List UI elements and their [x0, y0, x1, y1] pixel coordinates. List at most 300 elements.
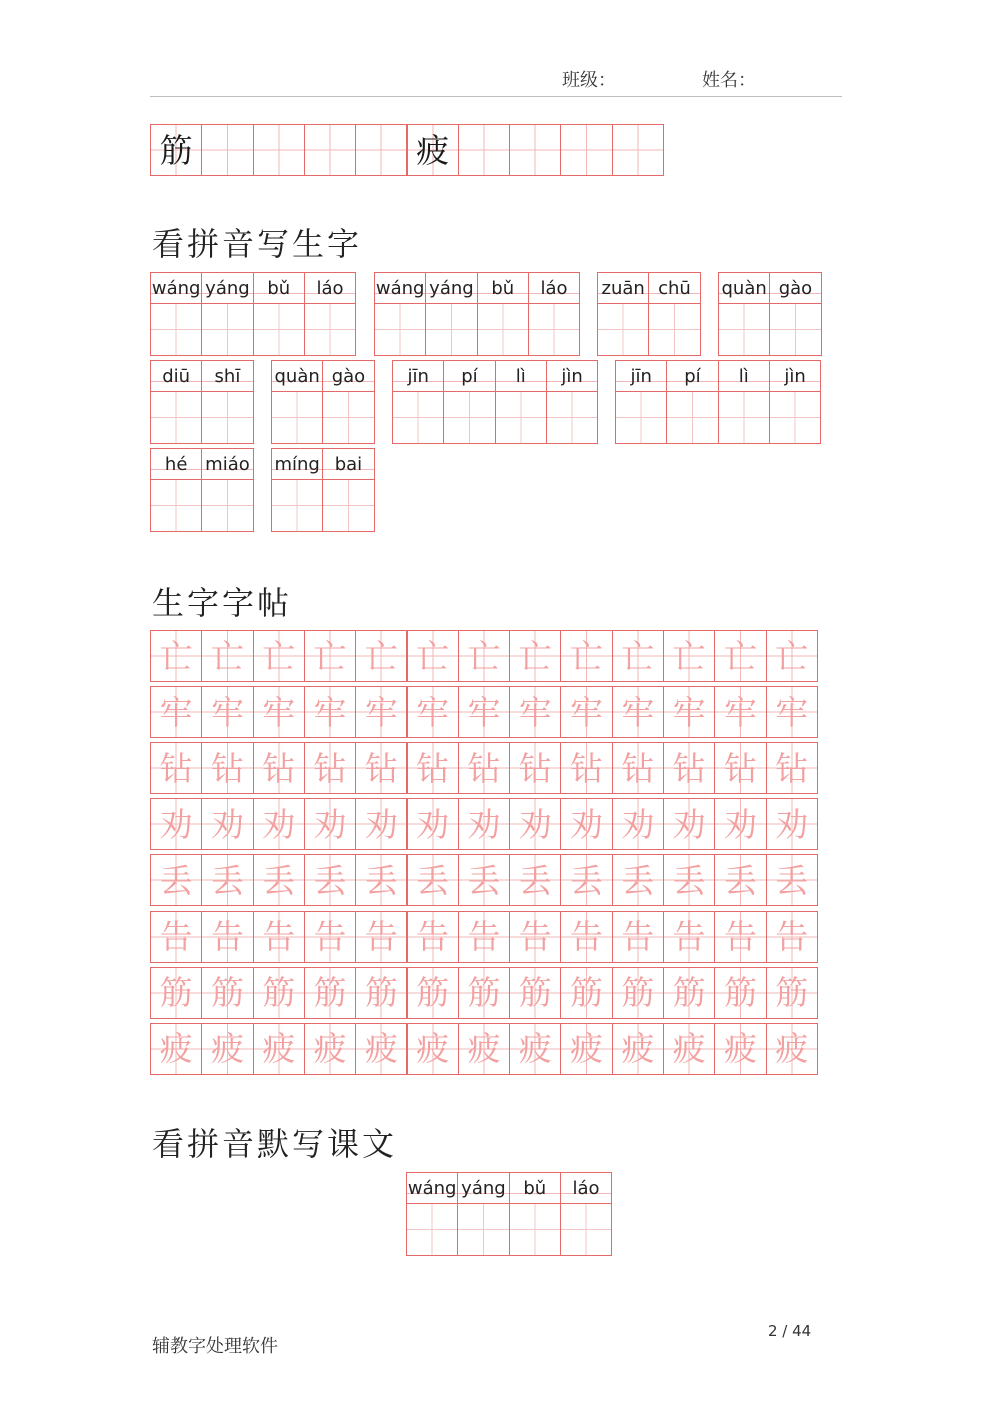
copybook-cell[interactable] — [714, 854, 766, 906]
copybook-cell[interactable] — [612, 686, 664, 738]
tracing-character: 劝 — [364, 804, 398, 844]
pinyin-row — [719, 273, 821, 304]
pinyin-syllable: wáng — [407, 1173, 457, 1203]
tracing-character: 告 — [467, 917, 501, 956]
copybook-cell[interactable] — [612, 630, 664, 682]
copybook-cell[interactable] — [150, 630, 202, 682]
tracing-character: 牢 — [518, 692, 552, 732]
tracing-character: 劝 — [775, 804, 809, 844]
copybook-cell[interactable] — [253, 911, 305, 963]
pinyin-syllable: míng — [272, 449, 322, 479]
pinyin-syllable: hé — [151, 449, 201, 479]
copybook-cell[interactable] — [458, 854, 510, 906]
page-number: 2 / 44 — [768, 1322, 812, 1340]
grid-cell — [304, 124, 356, 176]
pinyin-syllable: diū — [151, 361, 201, 391]
writing-row — [151, 304, 355, 355]
copybook-cell[interactable] — [663, 911, 715, 963]
pinyin-syllable: wáng — [375, 273, 425, 303]
writing-row — [598, 304, 700, 355]
tracing-character: 牢 — [159, 692, 193, 732]
tracing-character: 亡 — [364, 636, 398, 676]
copybook-cell[interactable] — [509, 630, 561, 682]
writing-cell[interactable] — [375, 304, 425, 355]
grid-cell — [458, 124, 510, 176]
copybook-cell[interactable] — [663, 742, 715, 794]
copybook-cell[interactable] — [458, 1023, 510, 1075]
copybook-cell[interactable] — [766, 798, 818, 850]
pinyin-row — [407, 1173, 611, 1204]
copybook-cell[interactable] — [509, 854, 561, 906]
copybook-cell[interactable] — [253, 686, 305, 738]
writing-cell[interactable] — [322, 392, 373, 443]
copybook-cell[interactable] — [663, 967, 715, 1019]
tracing-character: 筋 — [313, 973, 347, 1013]
pinyin-group — [597, 272, 701, 356]
copybook-cell[interactable] — [253, 854, 305, 906]
tracing-character: 钻 — [364, 748, 398, 788]
tracing-character: 钻 — [570, 748, 604, 788]
tracing-character: 钻 — [416, 748, 450, 788]
copybook-cell[interactable] — [355, 911, 407, 963]
grid-cell — [509, 124, 561, 176]
copybook-cell[interactable] — [663, 854, 715, 906]
pinyin-row — [616, 361, 820, 392]
writing-cell[interactable] — [151, 480, 201, 531]
writing-cell[interactable] — [598, 304, 648, 355]
copybook-cell[interactable] — [201, 911, 253, 963]
copybook-cell[interactable] — [253, 1023, 305, 1075]
tracing-character: 告 — [159, 917, 193, 956]
copybook-cell[interactable] — [150, 911, 202, 963]
copybook-cell[interactable] — [612, 854, 664, 906]
copybook-cell[interactable] — [355, 630, 407, 682]
pinyin-row — [375, 273, 579, 304]
tracing-character: 劝 — [159, 804, 193, 844]
tracing-character: 牢 — [467, 692, 501, 732]
tracing-character: 丢 — [672, 860, 706, 900]
copybook-cell[interactable] — [560, 854, 612, 906]
pinyin-syllable: quàn — [272, 361, 322, 391]
grid-character — [305, 125, 355, 175]
writing-cell[interactable] — [616, 392, 666, 443]
copybook-cell[interactable] — [304, 742, 356, 794]
writing-cell[interactable] — [253, 304, 304, 355]
tracing-character: 告 — [210, 917, 244, 956]
copybook-cell[interactable] — [612, 742, 664, 794]
copybook-cell[interactable] — [407, 1023, 459, 1075]
copybook-cell[interactable] — [766, 686, 818, 738]
writing-cell[interactable] — [272, 480, 322, 531]
tracing-character: 筋 — [467, 973, 501, 1013]
tracing-character: 钻 — [262, 748, 296, 788]
writing-cell[interactable] — [201, 304, 252, 355]
tracing-character: 牢 — [570, 692, 604, 732]
writing-row — [407, 1204, 611, 1255]
tracing-character: 筋 — [621, 973, 655, 1013]
pinyin-group — [271, 360, 375, 444]
copybook-cell[interactable] — [560, 911, 612, 963]
copybook-cell[interactable] — [663, 686, 715, 738]
writing-cell[interactable] — [151, 392, 201, 443]
pinyin-syllable: yáng — [457, 1173, 508, 1203]
tracing-character: 牢 — [262, 692, 296, 732]
tracing-character: 亡 — [159, 636, 193, 676]
tracing-character: 丢 — [570, 860, 604, 900]
tracing-character: 牢 — [621, 692, 655, 732]
pinyin-group — [150, 272, 356, 356]
pinyin-syllable: bǔ — [477, 273, 528, 303]
tracing-character: 钻 — [210, 748, 244, 788]
copybook-cell[interactable] — [560, 967, 612, 1019]
writing-cell[interactable] — [304, 304, 355, 355]
pinyin-syllable: yáng — [201, 273, 252, 303]
pinyin-row — [393, 361, 597, 392]
copybook-cell[interactable] — [612, 798, 664, 850]
pinyin-row — [151, 361, 253, 392]
pinyin-syllable: láo — [560, 1173, 611, 1203]
grid-cell — [201, 124, 253, 176]
tracing-character: 钻 — [313, 748, 347, 788]
copybook-cell[interactable] — [458, 798, 510, 850]
copybook-cell[interactable] — [355, 798, 407, 850]
copybook-cell[interactable] — [766, 854, 818, 906]
pinyin-syllable: jìn — [546, 361, 597, 391]
writing-cell[interactable] — [457, 1204, 508, 1255]
writing-cell[interactable] — [322, 480, 373, 531]
copybook-cell[interactable] — [714, 967, 766, 1019]
tracing-character: 亡 — [621, 636, 655, 676]
tracing-character: 牢 — [775, 692, 809, 732]
tracing-character: 疲 — [672, 1029, 706, 1069]
writing-row — [719, 304, 821, 355]
pinyin-row — [272, 361, 374, 392]
tracing-character: 疲 — [723, 1029, 757, 1069]
tracing-character: 疲 — [518, 1029, 552, 1069]
tracing-character: 筋 — [416, 973, 450, 1013]
tracing-character: 亡 — [467, 636, 501, 676]
tracing-character: 劝 — [672, 804, 706, 844]
copybook-cell[interactable] — [201, 630, 253, 682]
copybook-cell[interactable] — [201, 1023, 253, 1075]
grid-character — [613, 125, 663, 175]
tracing-character: 疲 — [313, 1029, 347, 1069]
tracing-character: 告 — [364, 917, 398, 956]
pinyin-syllable: gào — [322, 361, 373, 391]
tracing-character: 亡 — [570, 636, 604, 676]
copybook-cell[interactable] — [150, 686, 202, 738]
pinyin-syllable: miáo — [201, 449, 252, 479]
writing-cell[interactable] — [425, 304, 476, 355]
copybook-cell[interactable] — [253, 630, 305, 682]
tracing-character: 疲 — [775, 1029, 809, 1069]
tracing-character: 钻 — [621, 748, 655, 788]
copybook-cell[interactable] — [304, 1023, 356, 1075]
tracing-character: 亡 — [672, 636, 706, 676]
pinyin-group — [406, 1172, 612, 1256]
copybook-cell[interactable] — [560, 686, 612, 738]
tracing-character: 告 — [570, 917, 604, 956]
copybook-cell[interactable] — [150, 1023, 202, 1075]
grid-character — [561, 125, 611, 175]
copybook-cell[interactable] — [304, 967, 356, 1019]
copybook-cell[interactable] — [560, 742, 612, 794]
writing-cell[interactable] — [509, 1204, 560, 1255]
copybook-cell[interactable] — [509, 1023, 561, 1075]
tracing-character: 亡 — [518, 636, 552, 676]
copybook-cell[interactable] — [304, 686, 356, 738]
tracing-character: 丢 — [518, 860, 552, 900]
grid-cell — [612, 124, 664, 176]
pinyin-syllable: lì — [718, 361, 769, 391]
writing-cell[interactable] — [769, 304, 820, 355]
copybook-cell[interactable] — [304, 630, 356, 682]
copybook-cell[interactable] — [407, 798, 459, 850]
copybook-cell[interactable] — [150, 854, 202, 906]
copybook-cell[interactable] — [407, 854, 459, 906]
writing-cell[interactable] — [407, 1204, 457, 1255]
copybook-cell[interactable] — [612, 1023, 664, 1075]
tracing-character: 钻 — [159, 748, 193, 788]
copybook-cell[interactable] — [355, 742, 407, 794]
tracing-character: 告 — [672, 917, 706, 956]
tracing-character: 疲 — [364, 1029, 398, 1069]
writing-cell[interactable] — [272, 392, 322, 443]
copybook-cell[interactable] — [150, 967, 202, 1019]
copybook-cell[interactable] — [458, 742, 510, 794]
copybook-cell[interactable] — [714, 630, 766, 682]
pinyin-syllable: jīn — [393, 361, 443, 391]
grid-character — [202, 125, 252, 175]
pinyin-syllable: chū — [648, 273, 699, 303]
copybook-cell[interactable] — [201, 686, 253, 738]
pinyin-syllable: bǔ — [509, 1173, 560, 1203]
copybook-cell[interactable] — [407, 742, 459, 794]
tracing-character: 告 — [416, 917, 450, 956]
copybook-cell[interactable] — [766, 911, 818, 963]
tracing-character: 丢 — [262, 860, 296, 900]
tracing-character: 钻 — [518, 748, 552, 788]
copybook-cell[interactable] — [201, 742, 253, 794]
copybook-cell[interactable] — [304, 854, 356, 906]
writing-cell[interactable] — [719, 304, 769, 355]
writing-cell[interactable] — [393, 392, 443, 443]
copybook-cell[interactable] — [766, 1023, 818, 1075]
copybook-cell[interactable] — [150, 798, 202, 850]
pinyin-syllable: wáng — [151, 273, 201, 303]
tracing-character: 筋 — [518, 973, 552, 1013]
section-title-dictation: 看拼音默写课文 — [152, 1125, 398, 1163]
pinyin-group — [271, 448, 375, 532]
pinyin-syllable: pí — [666, 361, 717, 391]
pinyin-syllable: lì — [495, 361, 546, 391]
copybook-cell[interactable] — [509, 798, 561, 850]
copybook-cell[interactable] — [509, 742, 561, 794]
tracing-character: 疲 — [621, 1029, 655, 1069]
writing-row — [616, 392, 820, 443]
copybook-cell[interactable] — [714, 798, 766, 850]
copybook-cell[interactable] — [407, 686, 459, 738]
copybook-cell[interactable] — [560, 798, 612, 850]
tracing-character: 疲 — [159, 1029, 193, 1069]
tracing-character: 钻 — [672, 748, 706, 788]
tracing-character: 告 — [775, 917, 809, 956]
copybook-cell[interactable] — [407, 630, 459, 682]
pinyin-group — [374, 272, 580, 356]
tracing-character: 亡 — [313, 636, 347, 676]
pinyin-group — [392, 360, 598, 444]
writing-cell[interactable] — [648, 304, 699, 355]
tracing-character: 丢 — [210, 860, 244, 900]
copybook-cell[interactable] — [458, 967, 510, 1019]
copybook-cell[interactable] — [355, 686, 407, 738]
grid-cell — [407, 124, 459, 176]
copybook-cell[interactable] — [407, 967, 459, 1019]
tracing-character: 疲 — [210, 1029, 244, 1069]
copybook-cell[interactable] — [663, 798, 715, 850]
copybook-cell[interactable] — [458, 686, 510, 738]
copybook-cell[interactable] — [766, 742, 818, 794]
copybook-cell[interactable] — [458, 911, 510, 963]
tracing-character: 牢 — [723, 692, 757, 732]
copybook-cell[interactable] — [766, 967, 818, 1019]
pinyin-group — [150, 448, 254, 532]
tracing-character: 牢 — [364, 692, 398, 732]
tracing-character: 劝 — [518, 804, 552, 844]
copybook-cell[interactable] — [304, 798, 356, 850]
grid-character: 疲 — [416, 130, 450, 170]
grid-character: 筋 — [159, 130, 193, 170]
tracing-character: 筋 — [210, 973, 244, 1013]
pinyin-syllable: yáng — [425, 273, 476, 303]
copybook-cell[interactable] — [714, 1023, 766, 1075]
copybook-cell[interactable] — [560, 1023, 612, 1075]
writing-row — [151, 480, 253, 531]
copybook-cell[interactable] — [560, 630, 612, 682]
copybook-cell[interactable] — [355, 854, 407, 906]
tracing-character: 亡 — [210, 636, 244, 676]
tracing-character: 筋 — [775, 973, 809, 1013]
writing-row — [375, 304, 579, 355]
writing-cell[interactable] — [769, 392, 820, 443]
tracing-character: 丢 — [159, 860, 193, 900]
tracing-character: 丢 — [621, 860, 655, 900]
tracing-character: 丢 — [416, 860, 450, 900]
pinyin-syllable: shī — [201, 361, 252, 391]
grid-cell — [150, 124, 202, 176]
tracing-character: 丢 — [723, 860, 757, 900]
pinyin-group — [150, 360, 254, 444]
pinyin-group — [615, 360, 821, 444]
copybook-cell[interactable] — [150, 742, 202, 794]
pinyin-group — [718, 272, 822, 356]
writing-cell[interactable] — [546, 392, 597, 443]
copybook-cell[interactable] — [663, 630, 715, 682]
header-divider — [150, 96, 842, 97]
tracing-character: 亡 — [262, 636, 296, 676]
writing-cell[interactable] — [443, 392, 494, 443]
pinyin-row — [272, 449, 374, 480]
writing-cell[interactable] — [666, 392, 717, 443]
tracing-character: 钻 — [467, 748, 501, 788]
copybook-cell[interactable] — [201, 967, 253, 1019]
writing-row — [151, 392, 253, 443]
copybook-cell[interactable] — [458, 630, 510, 682]
writing-cell[interactable] — [560, 1204, 611, 1255]
copybook-cell[interactable] — [612, 967, 664, 1019]
copybook-cell[interactable] — [407, 911, 459, 963]
tracing-character: 劝 — [313, 804, 347, 844]
tracing-character: 亡 — [775, 636, 809, 676]
tracing-character: 牢 — [672, 692, 706, 732]
tracing-character: 疲 — [467, 1029, 501, 1069]
tracing-character: 告 — [262, 917, 296, 956]
writing-cell[interactable] — [528, 304, 579, 355]
copybook-cell[interactable] — [304, 911, 356, 963]
copybook-cell[interactable] — [253, 742, 305, 794]
section-title-pinyin-write: 看拼音写生字 — [152, 225, 363, 263]
tracing-character: 告 — [313, 917, 347, 956]
tracing-character: 牢 — [313, 692, 347, 732]
copybook-cell[interactable] — [201, 854, 253, 906]
writing-cell[interactable] — [495, 392, 546, 443]
copybook-cell[interactable] — [509, 967, 561, 1019]
tracing-character: 牢 — [416, 692, 450, 732]
writing-cell[interactable] — [477, 304, 528, 355]
tracing-character: 牢 — [210, 692, 244, 732]
copybook-cell[interactable] — [714, 911, 766, 963]
tracing-character: 告 — [621, 917, 655, 956]
copybook-cell[interactable] — [714, 742, 766, 794]
copybook-cell[interactable] — [714, 686, 766, 738]
writing-cell[interactable] — [718, 392, 769, 443]
pinyin-syllable: jìn — [769, 361, 820, 391]
copybook-cell[interactable] — [766, 630, 818, 682]
writing-cell[interactable] — [151, 304, 201, 355]
grid-cell — [253, 124, 305, 176]
grid-character — [459, 125, 509, 175]
tracing-character: 丢 — [313, 860, 347, 900]
tracing-character: 丢 — [364, 860, 398, 900]
copybook-cell[interactable] — [201, 798, 253, 850]
pinyin-syllable: jīn — [616, 361, 666, 391]
pinyin-syllable: quàn — [719, 273, 769, 303]
copybook-cell[interactable] — [355, 1023, 407, 1075]
copybook-cell[interactable] — [509, 686, 561, 738]
tracing-character: 劝 — [210, 804, 244, 844]
tracing-character: 筋 — [262, 973, 296, 1013]
grid-cell — [355, 124, 407, 176]
writing-cell[interactable] — [201, 392, 252, 443]
grid-character — [254, 125, 304, 175]
copybook-cell[interactable] — [253, 798, 305, 850]
tracing-character: 劝 — [467, 804, 501, 844]
copybook-cell[interactable] — [509, 911, 561, 963]
pinyin-row — [598, 273, 700, 304]
name-label: 姓名： — [702, 70, 756, 91]
copybook-cell[interactable] — [612, 911, 664, 963]
copybook-cell[interactable] — [663, 1023, 715, 1075]
tracing-character: 劝 — [621, 804, 655, 844]
tracing-character: 丢 — [775, 860, 809, 900]
tracing-character: 亡 — [723, 636, 757, 676]
grid-character — [356, 125, 406, 175]
copybook-cell[interactable] — [253, 967, 305, 1019]
writing-cell[interactable] — [201, 480, 252, 531]
copybook-cell[interactable] — [355, 967, 407, 1019]
tracing-character: 钻 — [775, 748, 809, 788]
tracing-character: 筋 — [364, 973, 398, 1013]
